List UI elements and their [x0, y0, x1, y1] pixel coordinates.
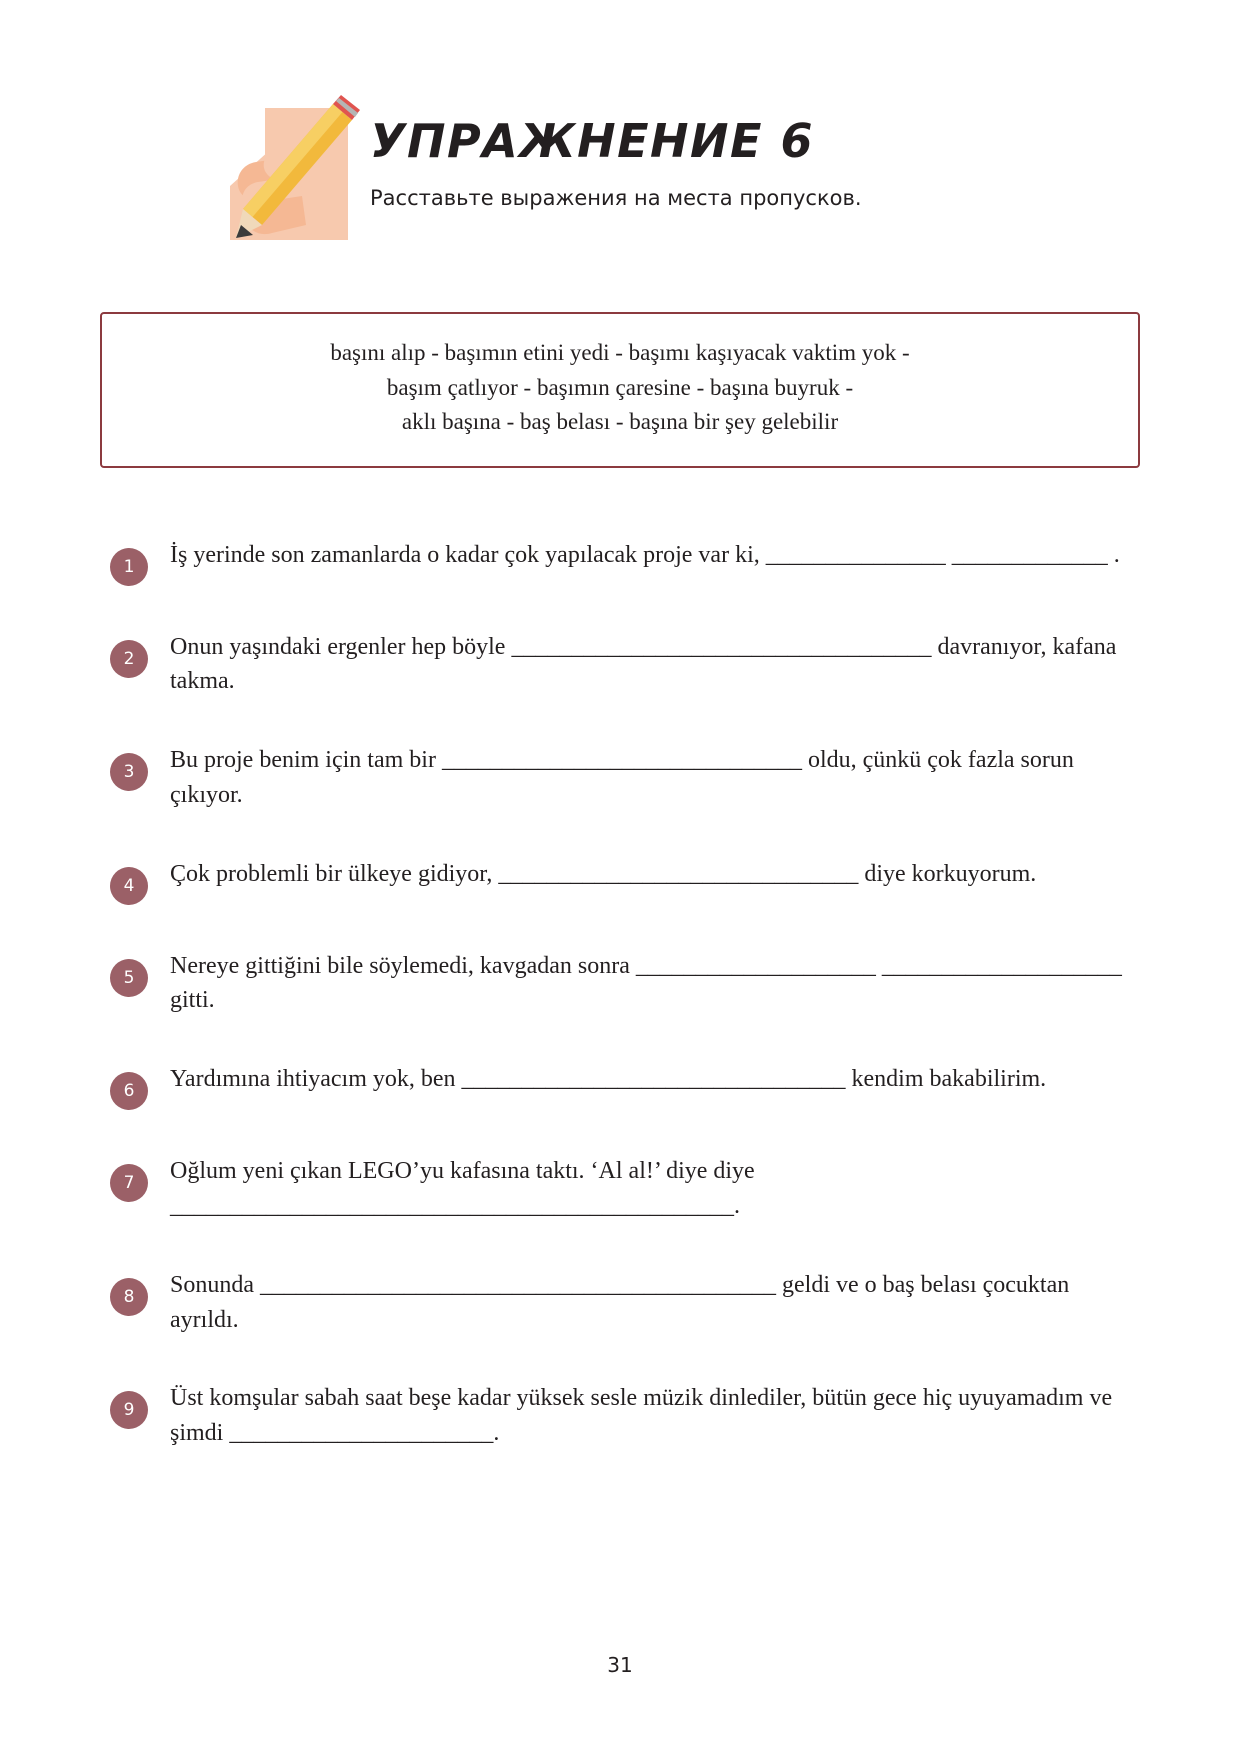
word-bank-line: başını alıp - başımın etini yedi - başımı kaşıyacak vaktim yok -	[330, 340, 910, 365]
question-text[interactable]: Üst komşular sabah saat beşe kadar yüksek sesle müzik dinlediler, bütün gece hiç uyuyamadım ve şimdi ______________________.	[170, 1385, 1113, 1447]
question-number: 3	[110, 753, 148, 791]
question-number: 8	[110, 1278, 148, 1316]
question-number: 2	[110, 640, 148, 678]
question-item	[110, 526, 1140, 586]
question-item	[110, 845, 1140, 905]
question-number: 4	[110, 867, 148, 905]
page-title: УПРАЖНЕНИЕ 6	[370, 114, 814, 168]
hand-holding-pencil-icon	[170, 90, 360, 250]
question-text[interactable]: Oğlum yeni çıkan LEGO’yu kafasına taktı. ‘Al al!’ diye diye _______________________________________________.	[170, 1158, 755, 1220]
question-number: 1	[110, 548, 148, 586]
question-item	[110, 1050, 1140, 1110]
question-item	[110, 1369, 1140, 1451]
word-bank-line: başım çatlıyor - başımın çaresine - başına buyruk -	[386, 374, 854, 400]
question-text[interactable]: Sonunda ___________________________________________ geldi ve o baş belası çocuktan ayrıldı.	[170, 1271, 1070, 1333]
word-bank-box	[100, 312, 1140, 468]
question-number: 5	[110, 959, 148, 997]
page-header	[100, 0, 1140, 250]
page-subtitle: Расставьте выражения на места пропусков.	[370, 186, 862, 210]
question-item	[110, 618, 1140, 700]
question-text[interactable]: Onun yaşındaki ergenler hep böyle ___________________________________ davranıyor, kafana takma.	[170, 633, 1117, 695]
question-item	[110, 1256, 1140, 1338]
question-text[interactable]: Yardımına ihtiyacım yok, ben ________________________________ kendim bakabilirim.	[170, 1066, 1047, 1093]
question-item	[110, 937, 1140, 1019]
question-text[interactable]: Çok problemli bir ülkeye gidiyor, ______________________________ diye korkuyorum.	[170, 860, 1037, 887]
question-number: 6	[110, 1072, 148, 1110]
question-text[interactable]: İş yerinde son zamanlarda o kadar çok yapılacak proje var ki, _______________ _____________ .	[170, 541, 1120, 568]
question-list	[100, 526, 1140, 1452]
question-item	[110, 1142, 1140, 1224]
header-text-block	[370, 88, 862, 210]
page-number: 31	[607, 1653, 633, 1677]
question-number: 9	[110, 1391, 148, 1429]
question-text[interactable]: Nereye gittiğini bile söylemedi, kavgadan sonra ____________________ ____________________ gitti.	[170, 952, 1122, 1014]
question-text[interactable]: Bu proje benim için tam bir ______________________________ oldu, çünkü çok fazla sorun çıkıyor.	[170, 747, 1074, 808]
question-item	[110, 731, 1140, 813]
question-number: 7	[110, 1164, 148, 1202]
word-bank-line: aklı başına - baş belası - başına bir şey gelebilir	[401, 409, 839, 434]
